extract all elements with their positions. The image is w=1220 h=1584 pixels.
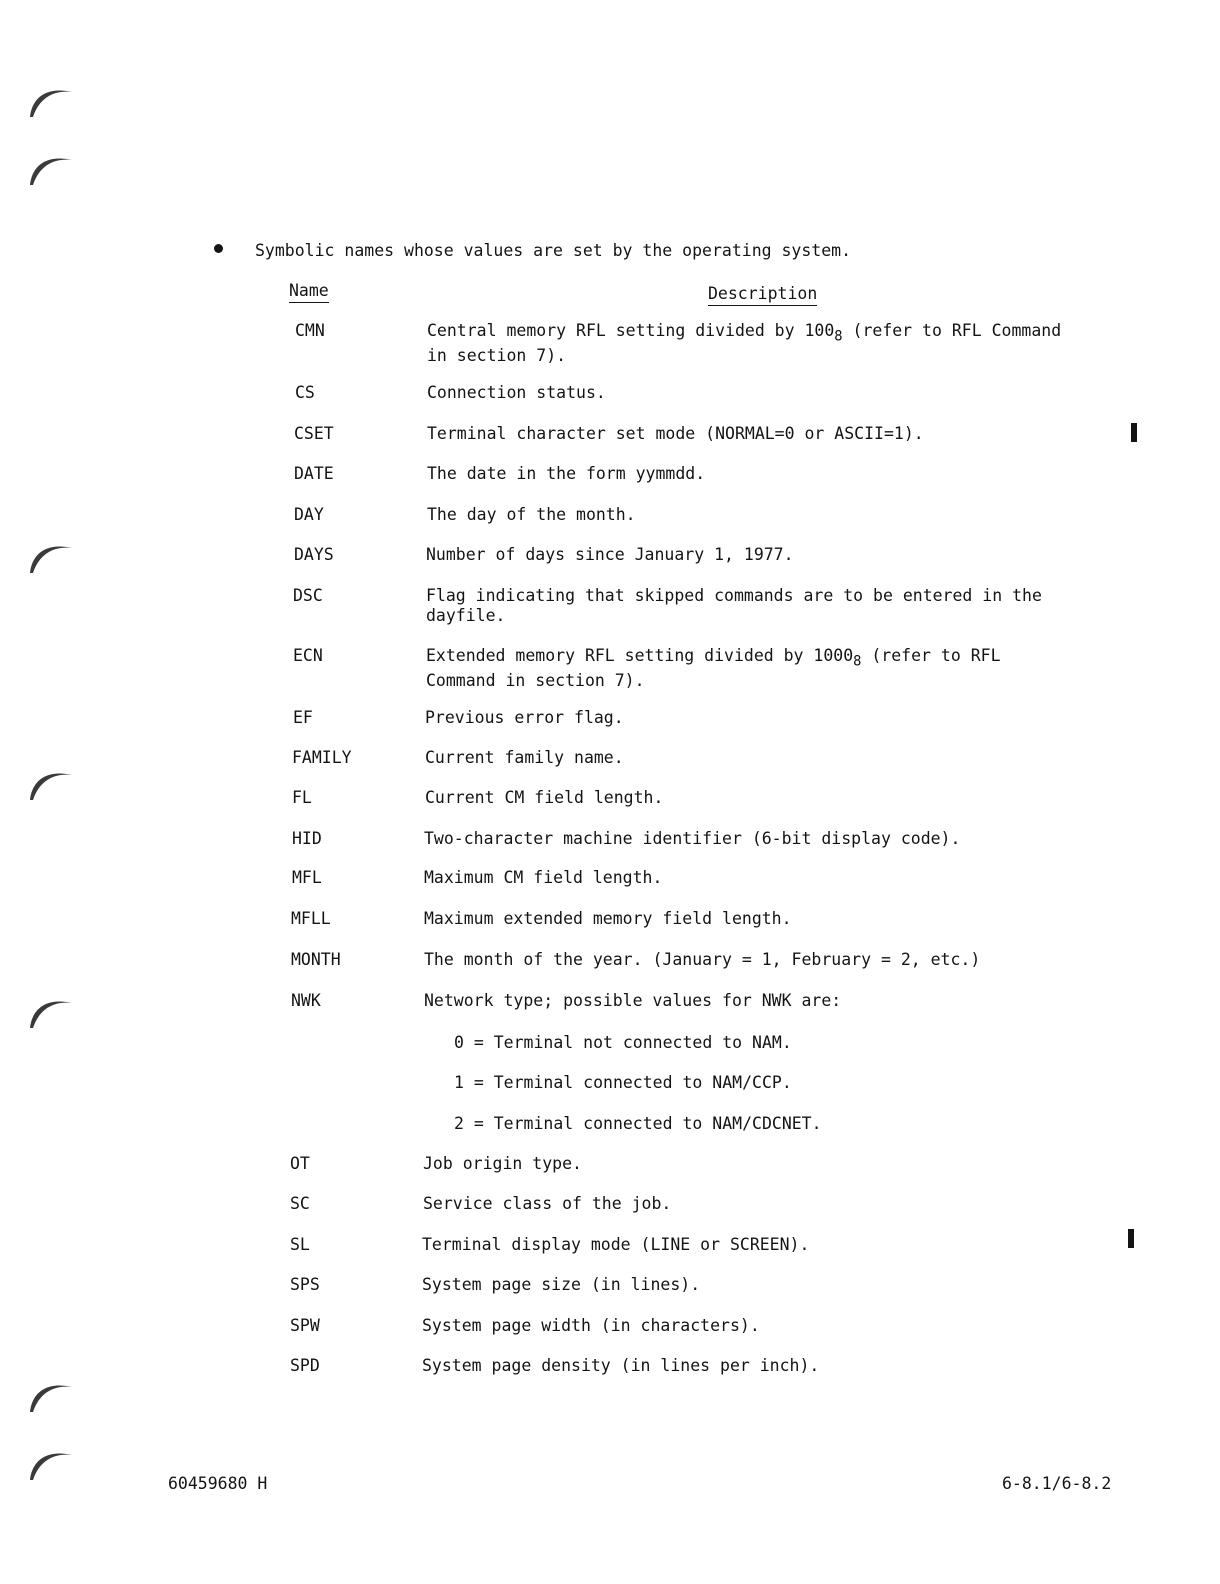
entry-description: System page size (in lines). <box>422 1275 701 1294</box>
entry-description <box>426 646 1106 691</box>
entry-description: The month of the year. (January = 1, February = 2, etc.) <box>424 950 981 969</box>
description-header-label: Description <box>708 284 817 306</box>
entry-description: Connection status. <box>427 383 606 402</box>
entry-description: The date in the form yymmdd. <box>427 464 706 483</box>
entry-description: System page density (in lines per inch). <box>422 1356 820 1375</box>
entry-name: CMN <box>295 321 325 340</box>
intro-text: Symbolic names whose values are set by the operating system. <box>255 241 852 260</box>
entry-description: Current CM field length. <box>425 788 664 807</box>
entry-description: Current family name. <box>425 748 624 767</box>
subscript-base: 8 <box>853 653 862 670</box>
entry-description: Previous error flag. <box>425 708 624 727</box>
entry-name: ECN <box>293 646 323 665</box>
entry-name: SPS <box>290 1275 320 1294</box>
entry-name: OT <box>290 1154 310 1173</box>
entry-description: Terminal display mode (LINE or SCREEN). <box>422 1235 810 1254</box>
entry-name: SL <box>290 1235 310 1254</box>
entry-name: HID <box>292 829 322 848</box>
entry-name: MFLL <box>291 909 331 928</box>
description-text: (refer to RFL Command in section 7). <box>427 321 1062 366</box>
bullet-icon <box>214 244 223 253</box>
nwk-value-item: 0 = Terminal not connected to NAM. <box>454 1033 792 1052</box>
page-number: 6-8.1/6-8.2 <box>1002 1474 1112 1493</box>
nwk-value-item: 1 = Terminal connected to NAM/CCP. <box>454 1073 792 1092</box>
description-text: Extended memory RFL setting divided by 1000 <box>426 646 854 665</box>
entry-name: DAYS <box>294 545 334 564</box>
entry-description: Network type; possible values for NWK are: <box>424 991 842 1010</box>
entry-name: FAMILY <box>292 748 352 767</box>
name-header-label: Name <box>289 281 329 303</box>
punch-hole-mark <box>28 1447 76 1481</box>
entry-name: MFL <box>292 868 322 887</box>
entry-description: The day of the month. <box>427 505 636 524</box>
description-column-header <box>708 284 817 306</box>
entry-name: FL <box>292 788 312 807</box>
change-bar <box>1131 423 1137 442</box>
punch-hole-mark <box>28 84 76 118</box>
entry-name: EF <box>293 708 313 727</box>
entry-name: NWK <box>291 991 321 1010</box>
entry-description: Maximum CM field length. <box>424 868 663 887</box>
entry-name: SPW <box>290 1316 320 1335</box>
nwk-value-item: 2 = Terminal connected to NAM/CDCNET. <box>454 1114 822 1133</box>
entry-description: Flag indicating that skipped commands are to be entered in the dayfile. <box>426 586 1042 625</box>
punch-hole-mark <box>28 540 76 574</box>
entry-description: Two-character machine identifier (6-bit display code). <box>424 829 961 848</box>
entry-description: System page width (in characters). <box>422 1316 760 1335</box>
punch-hole-mark <box>28 1379 76 1413</box>
entry-description: Job origin type. <box>423 1154 582 1173</box>
entry-description: Terminal character set mode (NORMAL=0 or ASCII=1). <box>427 424 924 443</box>
entry-name: DAY <box>294 505 324 524</box>
entry-name: SPD <box>290 1356 320 1375</box>
document-number: 60459680 H <box>168 1474 268 1493</box>
entry-description: Number of days since January 1, 1977. <box>426 545 794 564</box>
punch-hole-mark <box>28 995 76 1029</box>
change-bar <box>1128 1229 1134 1248</box>
name-column-header <box>289 281 329 303</box>
punch-hole-mark <box>28 767 76 801</box>
entry-name: CSET <box>294 424 334 443</box>
description-text: (refer to RFL Command in section 7). <box>426 646 1001 691</box>
entry-description: Maximum extended memory field length. <box>424 909 792 928</box>
description-text: Central memory RFL setting divided by 100 <box>427 321 835 340</box>
entry-name: DSC <box>293 586 323 605</box>
entry-description: Service class of the job. <box>423 1194 672 1213</box>
entry-name: SC <box>290 1194 310 1213</box>
punch-hole-mark <box>28 152 76 186</box>
subscript-base: 8 <box>834 328 843 345</box>
entry-description <box>427 321 1107 366</box>
entry-name: MONTH <box>291 950 341 969</box>
entry-name: CS <box>295 383 315 402</box>
entry-name: DATE <box>294 464 334 483</box>
